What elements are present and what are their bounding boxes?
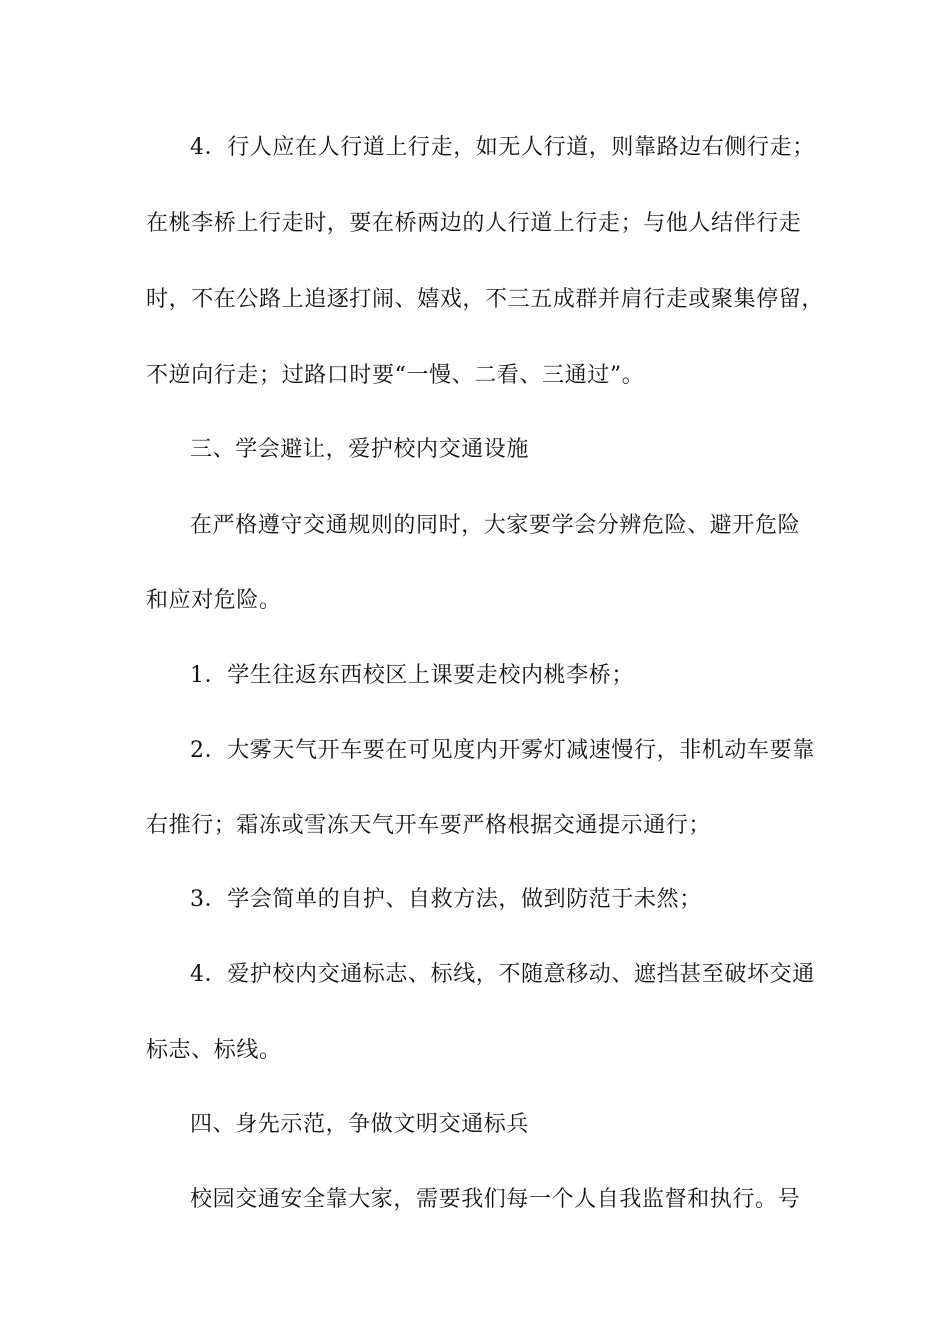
- paragraph-line: 时，不在公路上追逐打闹、嬉戏，不三五成群并肩行走或聚集停留，: [146, 287, 825, 312]
- section-heading: 三、学会避让，爱护校内交通设施: [190, 437, 530, 462]
- list-item: 2．大雾天气开车要在可见度内开雾灯减速慢行，非机动车要靠: [190, 738, 815, 763]
- paragraph-line: 右推行；霜冻或雪冻天气开车要严格根据交通提示通行；: [146, 813, 712, 838]
- paragraph-line: 和应对危险。: [146, 588, 282, 613]
- paragraph-line: 校园交通安全靠大家，需要我们每一个人自我监督和执行。号: [190, 1187, 801, 1212]
- list-item: 4．爱护校内交通标志、标线，不随意移动、遮挡甚至破坏交通: [190, 962, 815, 987]
- section-heading: 四、身先示范，争做文明交通标兵: [190, 1112, 530, 1137]
- paragraph-line: 在桃李桥上行走时，要在桥两边的人行道上行走；与他人结伴行走: [146, 211, 802, 236]
- list-item: 3．学会简单的自护、自救方法，做到防范于未然；: [190, 887, 702, 912]
- paragraph-line: 在严格遵守交通规则的同时，大家要学会分辨危险、避开危险: [190, 513, 801, 538]
- paragraph-line: 4．行人应在人行道上行走，如无人行道，则靠路边右侧行走；: [190, 135, 815, 160]
- paragraph-line: 不逆向行走；过路口时要“一慢、二看、三通过”。: [146, 363, 645, 388]
- paragraph-line: 标志、标线。: [146, 1038, 282, 1063]
- list-item: 1．学生往返东西校区上课要走校内桃李桥；: [190, 663, 634, 688]
